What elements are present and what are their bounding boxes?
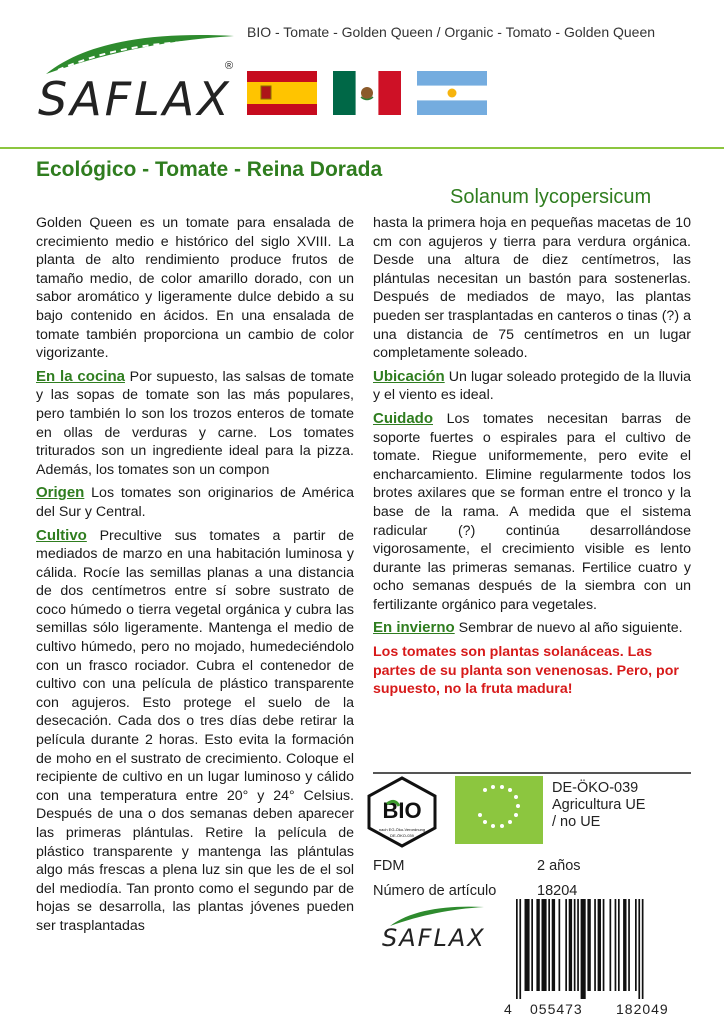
saflax-logo	[30, 22, 240, 132]
section-heading: Cultivo	[36, 526, 87, 544]
section-cultivo	[36, 527, 354, 936]
section-heading: Ubicación	[373, 367, 445, 385]
fdm-value: 2 años	[537, 858, 581, 874]
section-heading: Origen	[36, 484, 85, 502]
article-value: 18204	[537, 883, 578, 899]
section-ubicacion	[373, 368, 691, 405]
section-text: Los tomates necesitan barras de soporte fuertes o espirales para el cultivo de tomate. Riegue uniformemente, pero evite el encharcamiento. Elimine regularmente todos los brotes axilares que se forman entre el tronco y la base de la rama. A medida que el sistema radicular (?) continúa desarrollándose vigorosamente, el crecimiento visible es lento durante las primeras semanas. Fertilice cuatro y ocho semanas después de la siembra con un fertilizante orgánico para vegetales.	[373, 410, 691, 613]
text-column-left	[36, 214, 354, 941]
intro-paragraph: Golden Queen es un tomate para ensalada de crecimiento medio e histórico del siglo XVIII. La planta de alto rendimiento produce frutos de tamaño medio, de color amarillo dorado, con un sabor aromático y ligeramente dulce debido a su bajo contenido en ácidos. En una ensalada de tomate también proporciona un cambio de color vigorizante.	[36, 215, 354, 362]
bio-seal-text: BIO	[382, 798, 422, 823]
cert-origin-2: / no UE	[552, 814, 601, 830]
registered-mark: ®	[225, 60, 234, 72]
section-cuidado	[373, 410, 691, 615]
flag-mexico-icon	[333, 71, 401, 115]
fdm-label: FDM	[373, 858, 405, 874]
bio-seal-icon	[365, 776, 439, 848]
footer-brand-name: SAFLAX	[382, 924, 486, 952]
section-invierno	[373, 619, 691, 638]
barcode-bars-icon	[516, 899, 706, 999]
cultivo-continuation: hasta la primera hoja en pequeñas macetas de 10 cm con agujeros y tierra para verdura orgánica. Desde una altura de diez centímetros, las plántulas necesitan un bastón para sostenerlas. Después de mediados de mayo, las plantas pueden ser trasplantadas en canteros o tinas (?) a una distancia de 75 centímetros en un lugar completamente soleado.	[373, 215, 691, 362]
leaf-swoosh-icon	[38, 30, 238, 78]
text-column-right	[373, 214, 691, 704]
section-text: Un lugar soleado protegido de la lluvia y el viento es ideal.	[373, 368, 691, 404]
section-text: Por supuesto, las salsas de tomate y las sopas de tomate son las más populares, pero también lo son los trozos enteros de tomate en ollas de verduras y carne. Los tomates triturados son un ingrediente ideal para la pizza. Además, los tomates son un compon	[36, 368, 354, 478]
brand-name: SAFLAX	[38, 72, 232, 126]
scientific-name: Solanum lycopersicum	[450, 186, 652, 208]
bio-seal-small: nach EG-Öko-Verordnung	[378, 827, 426, 832]
barcode-digit-first: 4	[504, 1001, 512, 1017]
section-text: Sembrar de nuevo al año siguiente.	[454, 620, 683, 637]
barcode-group-2: 182049	[616, 1001, 669, 1017]
section-text: Precultive sus tomates a partir de mediados de marzo en una habitación luminosa y cálida. Rocíe las semillas planas a una distancia de dos centímetros entre sí sobre sustrato de coco húmedo o tierra vegetal orgánica y cubra las semillas sólo ligeramente. Mantenga el medio de cultivo húmedo, pero no mojado, humedeciéndolo con un frasco rociador. Cubra el contenedor de cultivo con una película de plástico transparente con agujeros. Esto protege el suelo de la desecación. Cada dos o tres días debe retirar la película durante 2 horas. Esto evita la formación de moho en el sustrato de crecimiento. Coloque el recipiente de cultivo en un lugar luminoso y cálido con una temperatura entre 20° y 24° Celsius. Después de una o dos semanas deben aparecer las primeras plántulas. Retire la película de plástico transparente y mantenga las plántulas algo más frescas a plena luz sin que les de el sol del mediodía. Tan pronto como el segundo par de hojas se desarrolla, las plantas jóvenes pueden ser trasplantadas	[36, 527, 354, 934]
section-heading: En invierno	[373, 619, 455, 637]
section-cocina	[36, 368, 354, 480]
article-label: Número de artículo	[373, 883, 497, 899]
bio-seal-code: DE-ÖKO-039	[390, 833, 414, 838]
flag-argentina-icon	[417, 71, 487, 115]
header-product-line: BIO - Tomate - Golden Queen / Organic - Tomato - Golden Queen	[247, 24, 656, 40]
flag-spain-icon	[247, 71, 317, 115]
toxicity-warning: Los tomates son plantas solanáceas. Las partes de su planta son venenosas. Pero, por supuesto, no la fruta madura!	[373, 644, 679, 698]
section-text: Los tomates son originarios de América del Sur y Central.	[36, 485, 354, 520]
section-origen	[36, 484, 354, 521]
section-heading: En la cocina	[36, 367, 125, 385]
cert-origin: Agricultura UE	[552, 797, 646, 813]
footer-saflax-logo	[378, 900, 498, 970]
cert-code: DE-ÖKO-039	[552, 780, 639, 796]
certification-divider	[373, 772, 691, 774]
eu-organic-leaf-icon	[455, 776, 543, 844]
ean-barcode	[504, 899, 694, 1019]
header-divider	[0, 147, 724, 149]
section-heading: Cuidado	[373, 409, 433, 427]
barcode-group-1: 055473	[530, 1001, 583, 1017]
certification-text	[552, 780, 645, 831]
page-title: Ecológico - Tomate - Reina Dorada	[36, 158, 383, 181]
